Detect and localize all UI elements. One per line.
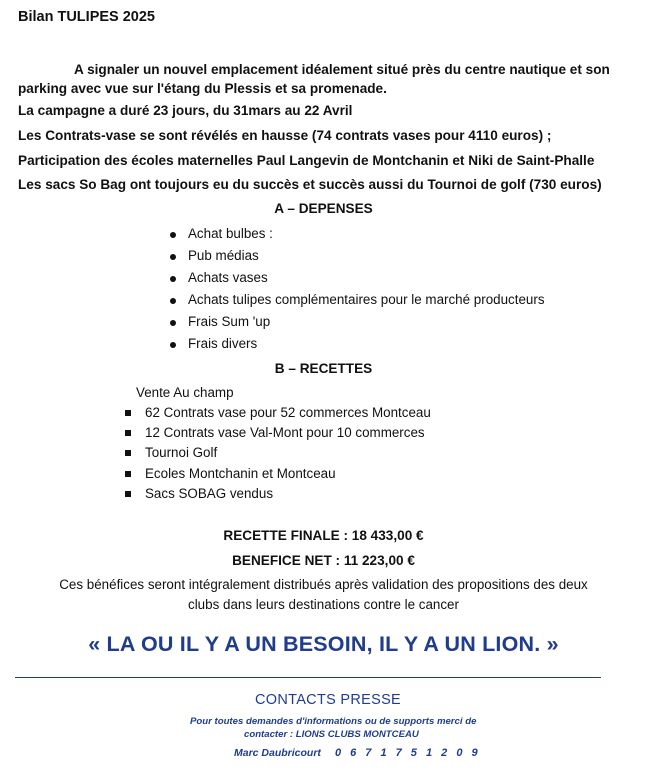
bullet-dot-icon [170, 342, 176, 348]
list-item: Frais Sum 'up [188, 314, 270, 329]
benefice-net: BENEFICE NET : 11 223,00 € [232, 553, 415, 568]
list-item: Achats tulipes complémentaires pour le marché producteurs [188, 292, 545, 307]
closing-line-1: Ces bénéfices seront intégralement distribués après validation des propositions des deux [59, 577, 588, 592]
intro-paragraph: A signaler un nouvel emplacement idéalement situé près du centre nautique et son parking avec vue sur l'étang du Plessis et sa promenade. [18, 62, 610, 96]
contact-person [234, 747, 481, 759]
document-title: Bilan TULIPES 2025 [18, 9, 155, 25]
bullet-square-icon [125, 491, 131, 497]
recettes-heading: B – RECETTES [274, 361, 373, 376]
lions-motto: « LA OU IL Y A UN BESOIN, IL Y A UN LION. » [88, 632, 559, 656]
so-bag-golf-line: Les sacs So Bag ont toujours eu du succès et succès aussi du Tournoi de golf (730 euros) [18, 177, 602, 192]
bullet-dot-icon [170, 320, 176, 326]
recette-finale: RECETTE FINALE : 18 433,00 € [223, 528, 424, 543]
list-item: 12 Contrats vase Val-Mont pour 10 commerces [145, 425, 425, 440]
list-item: Sacs SOBAG vendus [145, 486, 273, 501]
list-item: Tournoi Golf [145, 445, 217, 460]
contact-phone[interactable]: 0 6 7 1 7 5 1 2 0 9 [334, 747, 481, 759]
bullet-dot-icon [170, 254, 176, 260]
contracts-vase-line: Les Contrats-vase se sont révélés en hausse (74 contrats vases pour 4110 euros) ; [18, 128, 552, 143]
list-item: Pub médias [188, 248, 259, 263]
list-item: Frais divers [188, 336, 257, 351]
list-item: Ecoles Montchanin et Montceau [145, 466, 336, 481]
schools-participation-line: Participation des écoles maternelles Paul Langevin de Montchanin et Niki de Saint-Phalle [18, 153, 595, 168]
depenses-heading: A – DEPENSES [274, 201, 373, 216]
bullet-dot-icon [170, 232, 176, 238]
list-item: Achat bulbes : [188, 226, 273, 241]
recettes-intro: Vente Au champ [136, 385, 234, 400]
list-item: Achats vases [188, 270, 268, 285]
contacts-heading: CONTACTS PRESSE [255, 692, 402, 708]
bullet-square-icon [125, 450, 131, 456]
contacts-line-2: contacter : LIONS CLUBS MONTCEAU [244, 729, 419, 740]
bullet-square-icon [125, 430, 131, 436]
bullet-square-icon [125, 410, 131, 416]
bullet-dot-icon [170, 298, 176, 304]
campaign-duration-line: La campagne a duré 23 jours, du 31mars au 22 Avril [18, 103, 353, 118]
list-item: 62 Contrats vase pour 52 commerces Montceau [145, 405, 431, 420]
divider-line [15, 677, 601, 678]
bullet-square-icon [125, 471, 131, 477]
closing-line-2: clubs dans leurs destinations contre le cancer [188, 597, 459, 612]
contacts-line-1: Pour toutes demandes d'informations ou de supports merci de [190, 716, 477, 727]
contact-name: Marc Daubricourt [234, 747, 321, 759]
bullet-dot-icon [170, 276, 176, 282]
